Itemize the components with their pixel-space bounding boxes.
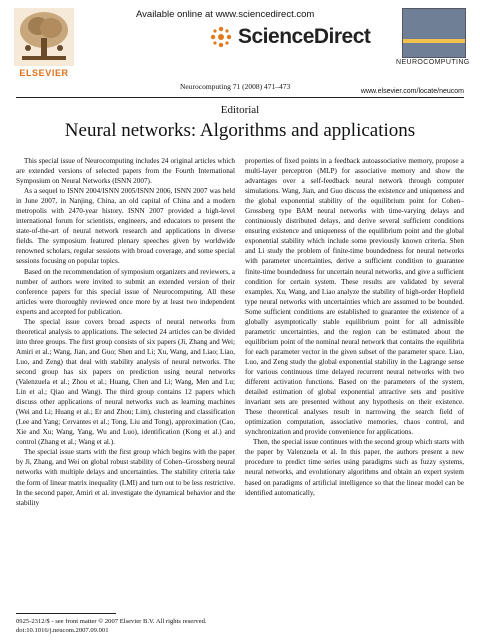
journal-cover-thumbnail — [402, 8, 466, 58]
section-label: Editorial — [220, 104, 260, 116]
body-column-left — [16, 156, 235, 508]
journal-citation: Neurocomputing 71 (2008) 471–473 — [180, 82, 291, 91]
sciencedirect-dots-icon — [208, 24, 234, 50]
publisher-name: ELSEVIER — [19, 68, 69, 78]
paragraph: Based on the recommendation of symposium organizers and reviewers, a number of authors were invited to submit an extended version of their conference papers for this special issue of Neurocomputing. All these articles were thoroughly reviewed once more by at least two independent experts and accepted for publication. — [16, 267, 235, 316]
journal-logo-text: NEUROCOMPUTING — [396, 59, 470, 66]
paragraph: The special issue starts with the first group which begins with the paper by Ji, Zhang, and Wei on global robust stability of Cohen–Grossberg neural networks with multiple delays and uncertainties. The stability criteria take the form of linear matrix inequality (LMI) and turn out to be less restrictive. In the second paper, Amiri et al. investigate the dynamical behavior and the stability — [16, 448, 235, 507]
footer-rule — [16, 613, 116, 614]
body-column-right — [245, 156, 464, 498]
sciencedirect-logo — [208, 22, 370, 52]
footer — [16, 617, 207, 635]
copyright-line: 0925-2312/$ - see front matter © 2007 Elsevier B.V. All rights reserved. — [16, 618, 207, 625]
paragraph: As a sequel to ISNN 2004/ISNN 2005/ISNN 2006, ISNN 2007 was held in June 2007, in Nanjing, China, an old capital of China and a modern metropolis with 2470-year history. ISNN 2007 provided a high-level international forum for scientists, engineers, and educators to present the state-of-the-art of neural network research and applications in diverse fields. The symposium featured plenary speeches given by worldwide renowned scholars, regular sessions with broad coverage, and some special sessions focusing on popular topics. — [16, 187, 235, 266]
doi-line[interactable]: doi:10.1016/j.neucom.2007.09.001 — [16, 627, 109, 634]
paragraph: This special issue of Neurocomputing includes 24 original articles which are extended versions of selected papers from the Fourth International Symposium on Neural Networks (ISNN 2007). — [16, 157, 235, 186]
journal-url[interactable]: www.elsevier.com/locate/neucom — [360, 88, 464, 95]
paragraph: Then, the special issue continues with the second group which starts with the paper by Valenzuela et al. In this paper, the authors present a new procedure to predict time series using paradigms such as fuzzy systems, neural networks, and evolutionary algorithms and obtain an expert system based on paradigms of artificial intelligence so that the linear model can be identified automatically, — [245, 438, 464, 497]
sciencedirect-wordmark: ScienceDirect — [238, 25, 371, 48]
elsevier-tree-logo — [14, 8, 74, 66]
article-title: Neural networks: Algorithms and applications — [64, 120, 416, 141]
header-rule — [16, 97, 464, 98]
paragraph: properties of fixed points in a feedback autoassociative memory, propose a multi-layer perceptron (MLP) for associative memory and show the advantages over a self-feedback neural network through computer simulations. Wang, Jian, and Guo discuss the existence and uniqueness and the global exponential stability of the equilibrium point for Cohen–Grossberg type BAM neural networks with time-varying delays and continuously distributed delays, and derive several sufficient conditions ensuring existence and uniqueness of the equilibrium point and the global exponential stability which include some previously known criteria. Shen and Li study the problem of finite-time boundedness for neural networks with parameter uncertainties, derive a sufficient condition to guarantee finite-time boundedness for uncertain neural networks, and give a sufficient condition for certain system. These results are validated by several examples. Xu, Wang, and Liao analyze the stability of high-order Hopfield type neural networks with uncertainties which are assumed to be bounded. Some sufficient conditions are established to guarantee the existence of a globally asymptotically stable equilibrium point for all admissible parametric uncertainties, and the region can be estimated about the equilibrium point of the nominal neural network that contains the equilibria for each parameter vector in the given subset of the parameter space. Liao, Luo, and Zeng study the global exponential stability in the Lagrange sense for various continuous time delayed recurrent neural networks with two different activation functions. Based on the parameters of the system, detailed estimation of global exponential attractive sets and positive invariant sets are presented without any hypothesis on their existence. These theoretical analyses result in narrowing the search field of optimization computation, associative memories, chaos control, and synchronization and provide convenience for applications. — [245, 157, 464, 437]
paragraph: The special issue covers broad aspects of neural networks from theoretical analysis to applications. The selected 24 articles can be divided into three groups. The first group consists of six papers (Ji, Zhang and Wei; Amiri et al.; Wang, Jian, and Guo; Shen and Li; Xu, Wang, and Liao; Liao, Luo, and Zeng) that deal with stability analysis of neural networks. The second group has six papers on prediction using neural networks (Valenzuela et al.; Zhou et al.; Huang, Chen and Li; Wang, Men and Lu; Lin et al.; Qiao and Wang). The third group contains 12 papers which discuss other applications of neural networks such as learning machines (Wei and Li; Huang et al.; Er and Zhou; Lim), clustering and classification (Lee and Yang; Cervantes et al.; Tong, Liu and Tong), approximation (Cao, Xie and Xu; Wang, Yang, Wu and Luo), identification (Kong et al.) and control (Zhang et al.; Wang et al.). — [16, 317, 235, 447]
available-online-text[interactable]: Available online at www.sciencedirect.com — [136, 9, 315, 20]
